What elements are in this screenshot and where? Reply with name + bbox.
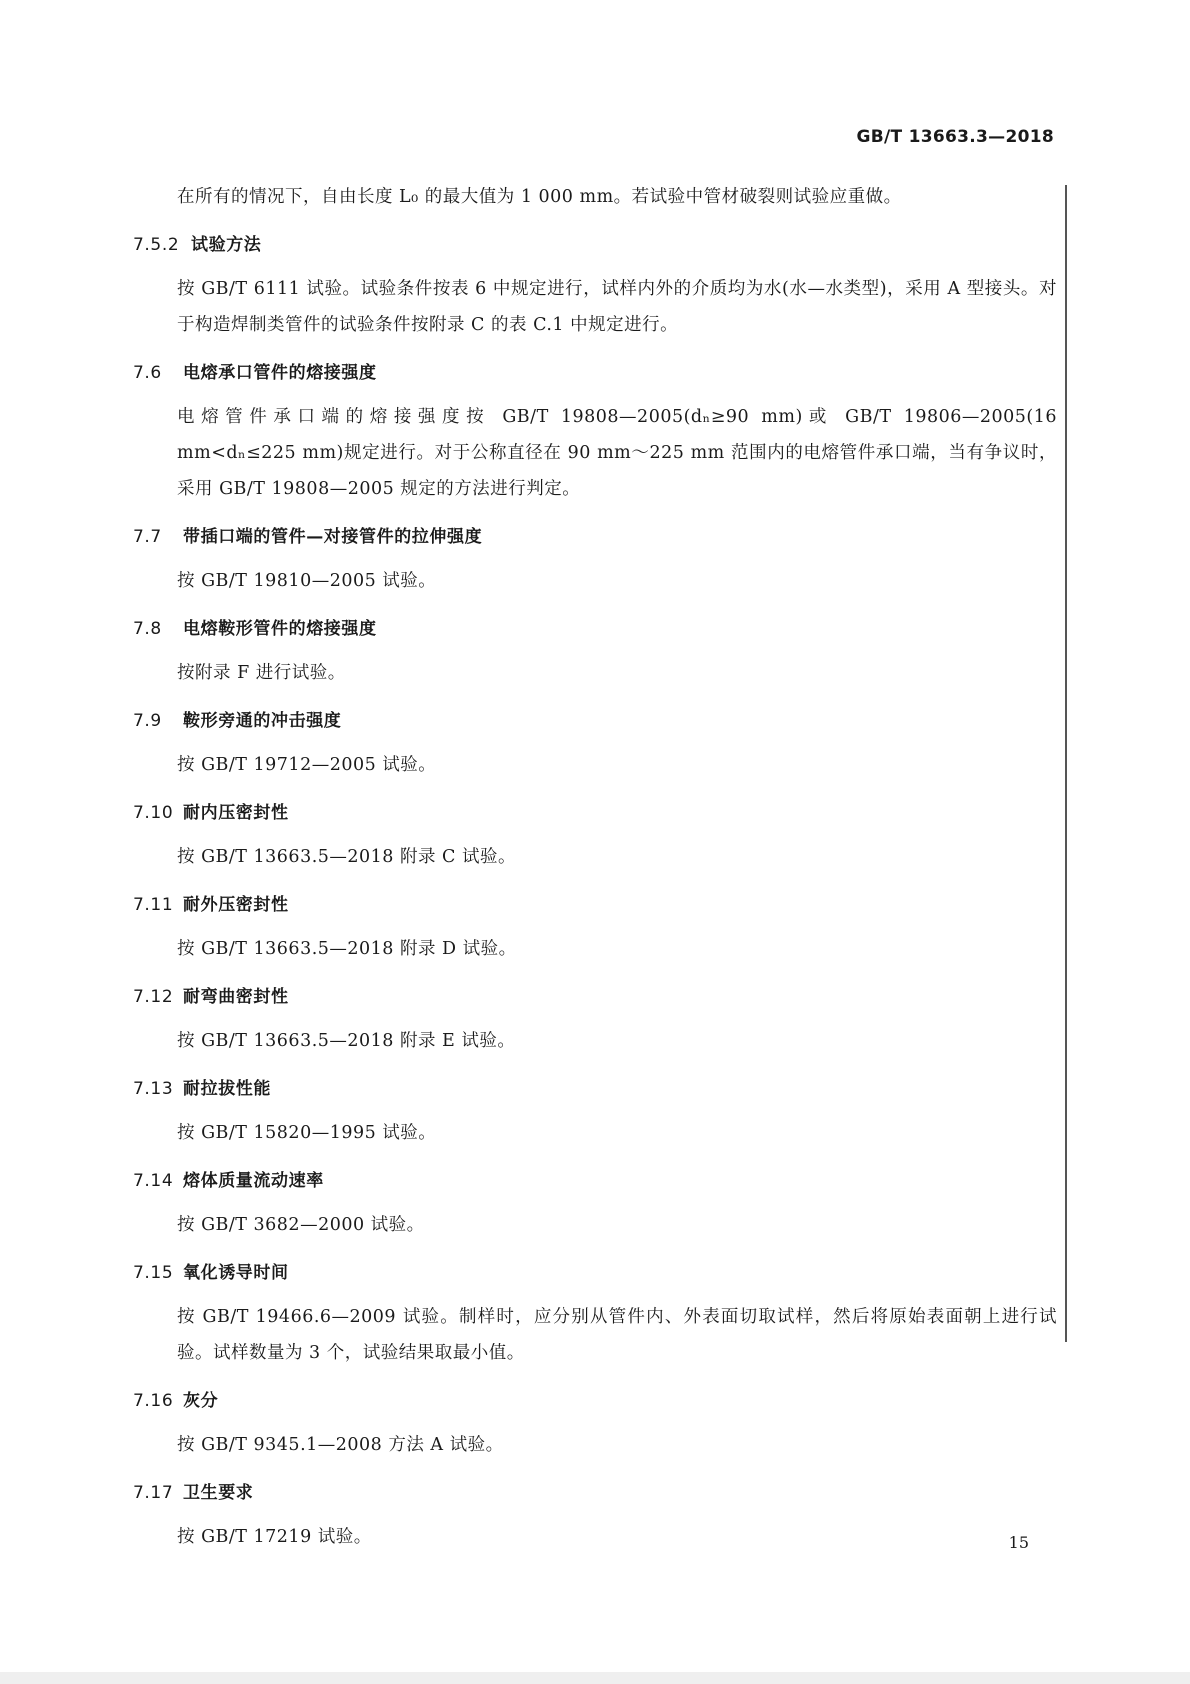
section-heading — [133, 977, 1057, 1021]
section-paragraph: 按 GB/T 15820—1995 试验。 — [177, 1123, 437, 1143]
section-title: 电熔鞍形管件的熔接强度 — [183, 619, 377, 639]
section-title: 熔体质量流动速率 — [183, 1171, 324, 1191]
section-title: 氧化诱导时间 — [183, 1263, 289, 1283]
section-number: 7.15 — [133, 1263, 174, 1283]
section-number: 7.16 — [133, 1391, 174, 1411]
document-body — [133, 177, 1057, 1565]
section-heading — [133, 1381, 1057, 1425]
section-heading — [133, 1253, 1057, 1297]
section-title: 耐弯曲密封性 — [183, 987, 289, 1007]
section-number: 7.14 — [133, 1171, 174, 1191]
section-paragraph: 按 GB/T 19810—2005 试验。 — [177, 571, 437, 591]
section-paragraph: 按附录 F 进行试验。 — [177, 663, 346, 683]
section-number: 7.11 — [133, 895, 174, 915]
section-number: 7.9 — [133, 711, 162, 731]
section-paragraph: 按 GB/T 6111 试验。试验条件按表 6 中规定进行，试样内外的介质均为水(水—水类型)，采用 A 型接头。对于构造焊制类管件的试验条件按附录 C 的表 C.1 中规定进行。 — [177, 279, 1057, 335]
section-number: 7.17 — [133, 1483, 174, 1503]
section-paragraph: 按 GB/T 19466.6—2009 试验。制样时，应分别从管件内、外表面切取试样，然后将原始表面朝上进行试验。试样数量为 3 个，试验结果取最小值。 — [177, 1307, 1057, 1363]
section-paragraph: 按 GB/T 13663.5—2018 附录 D 试验。 — [177, 939, 517, 959]
section-heading — [133, 225, 1057, 269]
section-heading — [133, 353, 1057, 397]
section-title: 鞍形旁通的冲击强度 — [183, 711, 342, 731]
section-heading — [133, 701, 1057, 745]
section-title: 卫生要求 — [183, 1483, 254, 1503]
section-heading — [133, 793, 1057, 837]
section-paragraph: 按 GB/T 17219 试验。 — [177, 1527, 372, 1547]
section-number: 7.7 — [133, 527, 162, 547]
intro-paragraph: 在所有的情况下，自由长度 L₀ 的最大值为 1 000 mm。若试验中管材破裂则试验应重做。 — [177, 187, 902, 207]
section-heading — [133, 517, 1057, 561]
section-number: 7.5.2 — [133, 235, 180, 255]
section-title: 带插口端的管件—对接管件的拉伸强度 — [183, 527, 483, 547]
section-number: 7.6 — [133, 363, 162, 383]
page-number: 15 — [1008, 1533, 1029, 1552]
sections-container — [133, 225, 1057, 1565]
section-number: 7.8 — [133, 619, 162, 639]
section-title: 耐内压密封性 — [183, 803, 289, 823]
section-title: 电熔承口管件的熔接强度 — [183, 363, 377, 383]
change-bar — [1065, 185, 1067, 1342]
section-paragraph: 按 GB/T 13663.5—2018 附录 C 试验。 — [177, 847, 517, 867]
section-title: 耐外压密封性 — [183, 895, 289, 915]
standard-code: GB/T 13663.3—2018 — [856, 127, 1054, 147]
section-heading — [133, 609, 1057, 653]
section-title: 试验方法 — [191, 235, 262, 255]
section-heading — [133, 885, 1057, 929]
section-paragraph: 电熔管件承口端的熔接强度按 GB/T 19808—2005(dₙ≥90 mm)或 GB/T 19806—2005(16 mm<dₙ≤225 mm)规定进行。对于公称直径在 90 mm～225 mm 范围内的电熔管件承口端，当有争议时，采用 GB/T 19808—2005 规定的方法进行判定。 — [177, 407, 1057, 499]
section-heading — [133, 1161, 1057, 1205]
section-number: 7.10 — [133, 803, 174, 823]
section-heading — [133, 1473, 1057, 1517]
section-heading — [133, 1069, 1057, 1113]
section-number: 7.13 — [133, 1079, 174, 1099]
section-paragraph: 按 GB/T 3682—2000 试验。 — [177, 1215, 425, 1235]
section-title: 灰分 — [183, 1391, 219, 1411]
section-paragraph: 按 GB/T 19712—2005 试验。 — [177, 755, 437, 775]
section-paragraph: 按 GB/T 9345.1—2008 方法 A 试验。 — [177, 1435, 504, 1455]
section-number: 7.12 — [133, 987, 174, 1007]
section-paragraph: 按 GB/T 13663.5—2018 附录 E 试验。 — [177, 1031, 516, 1051]
section-title: 耐拉拔性能 — [183, 1079, 271, 1099]
footer-band — [0, 1672, 1190, 1684]
